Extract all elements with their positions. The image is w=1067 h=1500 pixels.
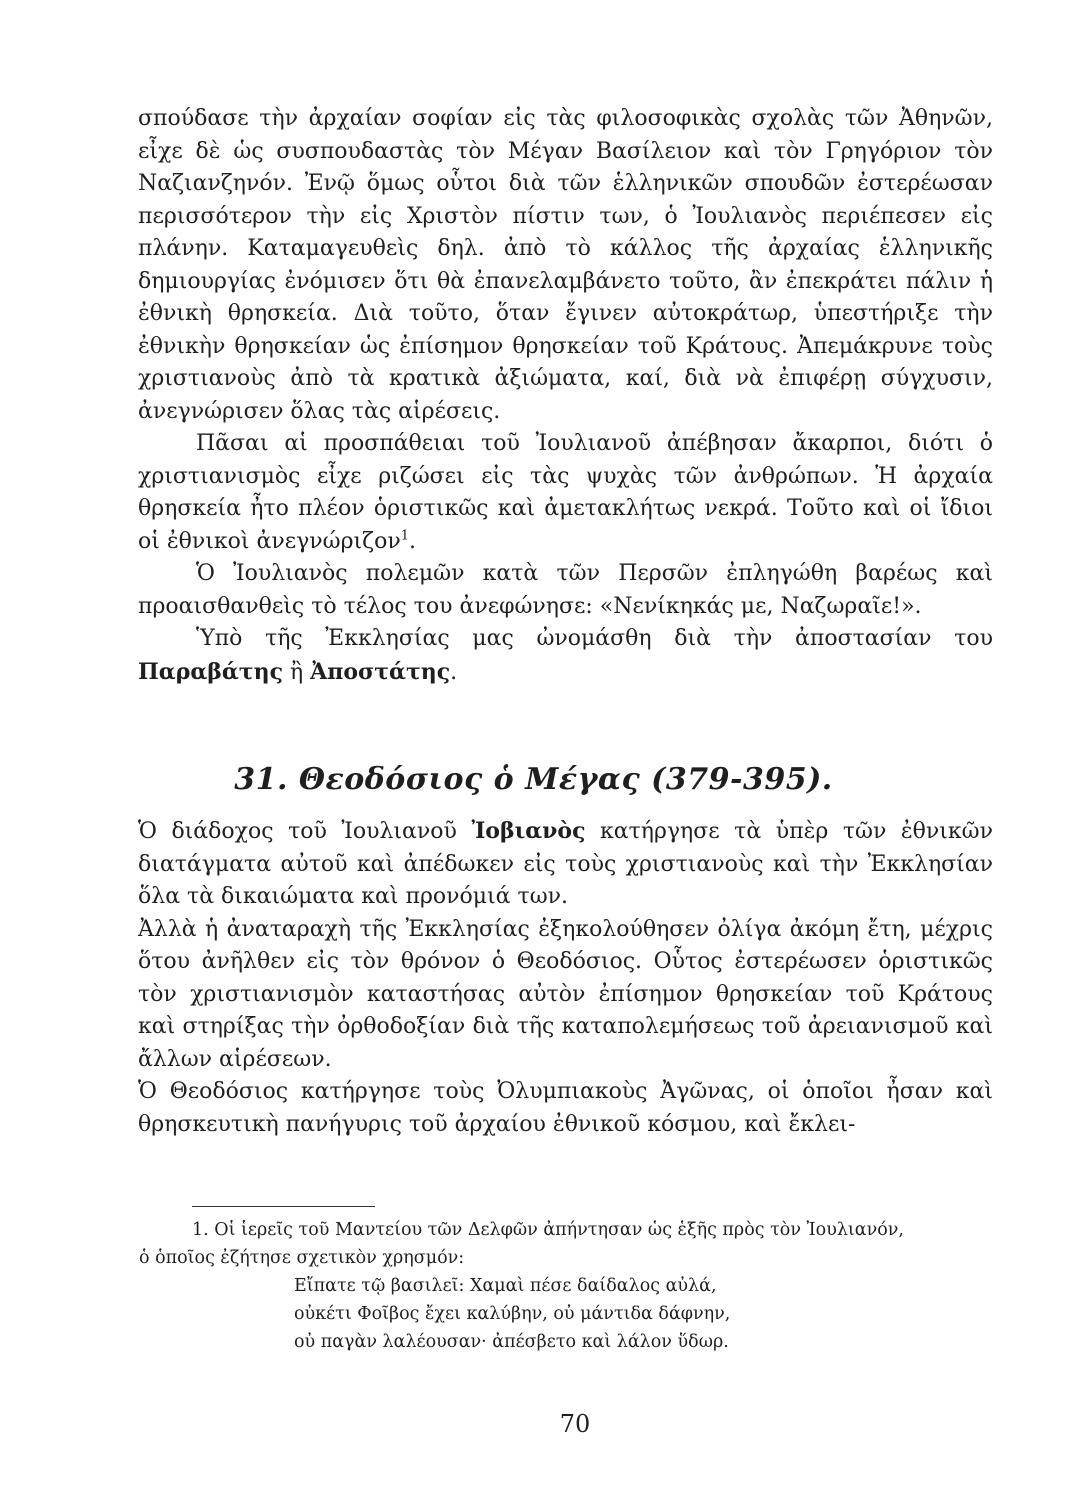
paragraph-text: Ἀλλὰ ἡ ἀναταραχὴ τῆς Ἐκκλησίας ἐξηκολούθησεν ὀλίγα ἀκόμη ἔτη, μέχρις ὅτου ἀνῆλθεν εἰς τὸν θρόνον ὁ Θεοδόσιος. Οὗτος ἐστερέωσεν ὁριστικῶς τὸν χριστιανισμὸν καταστήσας αὐτὸν ἐπίσημον θρησκείαν τοῦ Κράτους καὶ στηρίξας τὴν ὀρθοδοξίαν διὰ τῆς καταπολεμήσεως τοῦ ἀρειανισμοῦ καὶ ἄλλων αἱρέσεων.	[138, 916, 993, 1072]
bold-name-paravatis: Παραβάτης	[138, 658, 283, 685]
punctuation: .	[409, 528, 417, 554]
section-heading: 31. Θεοδόσιος ὁ Μέγας (379-395).	[234, 762, 833, 797]
footnote-verse: οὐκέτι Φοῖβος ἔχει καλύβην, οὐ μάντιδα δάφνην,	[294, 1304, 731, 1324]
paragraph	[138, 623, 993, 689]
punctuation: .	[450, 659, 458, 685]
footnote	[139, 1216, 992, 1356]
bold-name-apostatis: Ἀποστάτης	[310, 658, 451, 685]
footnote-divider	[192, 1206, 375, 1207]
footnote-line: 1. Οἱ ἱερεῖς τοῦ Μαντείου τῶν Δελφῶν ἀπήντησαν ὡς ἑξῆς πρὸς τὸν Ἰουλιανόν,	[192, 1220, 904, 1240]
body-text-top	[138, 103, 993, 689]
conjunction: ἢ	[283, 659, 311, 685]
paragraph-text: κατήργησε τὰ ὑπὲρ τῶν ἐθνικῶν διατάγματα αὐτοῦ καὶ ἀπέδωκεν εἰς τοὺς χριστιανοὺς καὶ τὴν Ἐκκλησίαν ὅλα τὰ δικαιώματα καὶ προνόμιά των.	[138, 819, 993, 909]
paragraph-text: Πᾶσαι αἱ προσπάθειαι τοῦ Ἰουλιανοῦ ἀπέβησαν ἄκαρποι, διότι ὁ χριστιανισμὸς εἶχε ριζώσει εἰς τὰς ψυχὰς τῶν ἀνθρώπων. Ἡ ἀρχαία θρησκεία ἦτο πλέον ὁριστικῶς καὶ ἀμετακλήτως νεκρά. Τοῦτο καὶ οἱ ἴδιοι οἱ ἐθνικοὶ ἀνεγνώριζον	[138, 431, 993, 554]
paragraph	[138, 103, 993, 428]
page-number: 70	[559, 1410, 591, 1438]
paragraph-text: σπούδασε τὴν ἀρχαίαν σοφίαν εἰς τὰς φιλοσοφικὰς σχολὰς τῶν Ἀθηνῶν, εἶχε δὲ ὡς συσπουδαστὰς τὸν Μέγαν Βασίλειον καὶ τὸν Γρηγόριον τὸν Ναζιανζηνόν. Ἐνῷ ὅμως οὗτοι διὰ τῶν ἑλληνικῶν σπουδῶν ἐστερέωσαν περισσότερον τὴν εἰς Χριστὸν πίστιν των, ὁ Ἰουλιανὸς περιέπεσεν εἰς πλάνην. Καταμαγευθεὶς δηλ. ἀπὸ τὸ κάλλος τῆς ἀρχαίας ἑλληνικῆς δημιουργίας ἐνόμισεν ὅτι θὰ ἐπανελαμβάνετο τοῦτο, ἂν ἐπεκράτει πάλιν ἡ ἐθνικὴ θρησκεία. Διὰ τοῦτο, ὅταν ἔγινεν αὐτοκράτωρ, ὑπεστήριξε τὴν ἐθνικὴν θρησκείαν ὡς ἐπίσημον θρησκείαν τοῦ Κράτους. Ἀπεμάκρυνε τοὺς χριστιανοὺς ἀπὸ τὰ κρατικὰ ἀξιώματα, καί, διὰ νὰ ἐπιφέρῃ σύγχυσιν, ἀνεγνώρισεν ὅλας τὰς αἱρέσεις.	[138, 106, 993, 424]
footnote-line: ὁ ὁποῖος ἐζήτησε σχετικὸν χρησμόν:	[139, 1248, 465, 1268]
paragraph	[138, 428, 993, 558]
footnote-verse: Εἴπατε τῷ βασιλεῖ: Χαμαὶ πέσε δαίδαλος αὐλά,	[294, 1276, 717, 1296]
paragraph	[138, 815, 993, 914]
paragraph-text: Ὑπὸ τῆς Ἐκκλησίας μας ὠνομάσθη διὰ τὴν ἀποστασίαν του	[196, 626, 993, 651]
paragraph-text: Ὁ Θεοδόσιος κατήργησε τοὺς Ὀλυμπιακοὺς Ἀγῶνας, οἱ ὁποῖοι ἦσαν καὶ θρησκευτικὴ πανήγυρις τοῦ ἀρχαίου ἐθνικοῦ κόσμου, καὶ ἔκλει-	[138, 1079, 993, 1137]
paragraph-text: Ὁ Ἰουλιανὸς πολεμῶν κατὰ τῶν Περσῶν ἐπληγώθη βαρέως καὶ προαισθανθεὶς τὸ τέλος του ἀνεφώνησε: «Νενίκηκάς με, Ναζωραῖε!».	[138, 561, 993, 619]
paragraph-text: Ὁ διάδοχος τοῦ Ἰουλιανοῦ	[138, 819, 472, 844]
body-text-bottom	[138, 815, 993, 1141]
paragraph	[138, 914, 993, 1077]
paragraph	[138, 1076, 993, 1141]
footnote-verse: οὐ παγὰν λαλέουσαν· ἀπέσβετο καὶ λάλον ὕδωρ.	[294, 1332, 729, 1352]
paragraph	[138, 558, 993, 623]
bold-name-iovianos: Ἰοβιανὸς	[471, 818, 586, 844]
footnote-marker: 1	[400, 528, 410, 544]
